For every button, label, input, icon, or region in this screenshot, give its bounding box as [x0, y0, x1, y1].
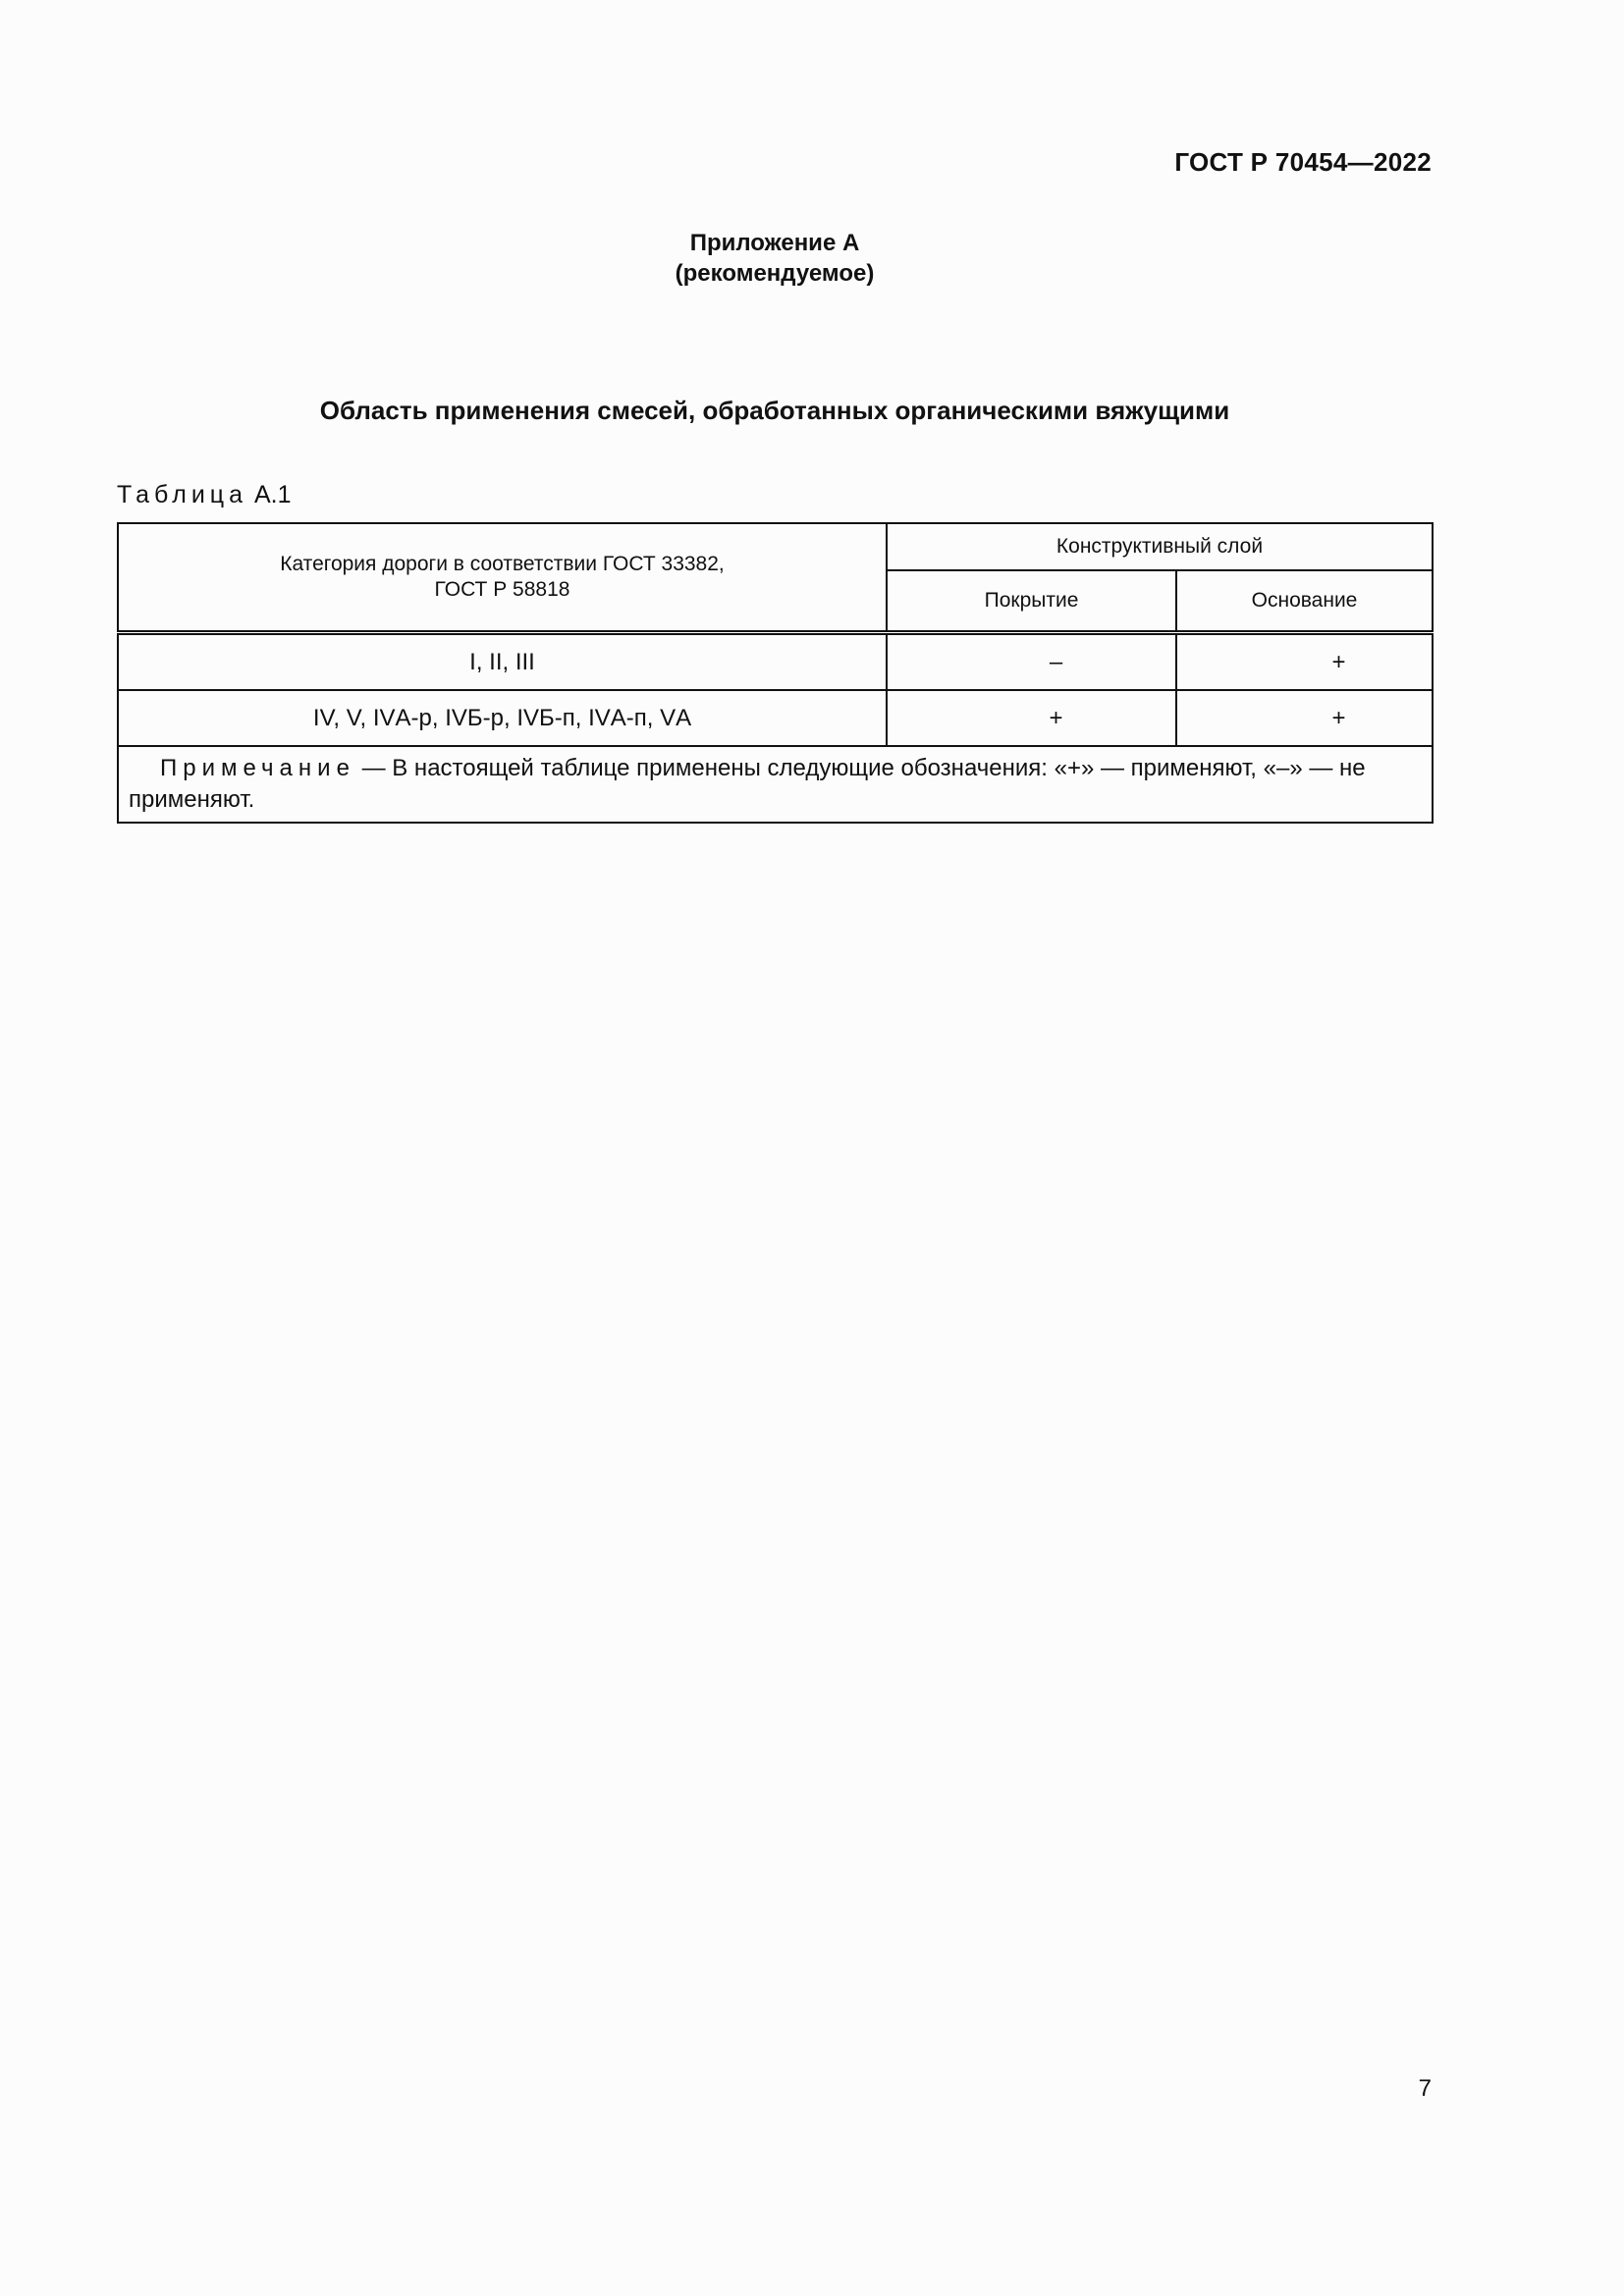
table-row: [118, 633, 1433, 691]
section-title: Область применения смесей, обработанных органическими вяжущими: [319, 396, 1230, 425]
appendix-heading: [0, 228, 1549, 289]
row-base: +: [1176, 690, 1433, 746]
row-coating: +: [887, 690, 1176, 746]
row-category: I, II, III: [118, 633, 887, 691]
table-caption-label: Таблица: [117, 481, 248, 508]
header-base: Основание: [1176, 570, 1433, 633]
page-number: 7: [1418, 2075, 1432, 2102]
table-caption-number: А.1: [253, 481, 292, 508]
row-category: IV, V, IVА-р, IVБ-р, IVБ-п, IVА-п, VА: [118, 690, 887, 746]
table-note-row: [118, 746, 1433, 823]
document-code: ГОСТ Р 70454—2022: [1174, 147, 1432, 177]
scope-table: [117, 522, 1434, 824]
table-caption: [117, 481, 292, 509]
table-header-row: [118, 523, 1433, 570]
header-category: [118, 523, 887, 633]
note-text: — В настоящей таблице применены следующие обозначения: «+» — применяют, «–» — не применяют.: [129, 755, 1366, 813]
header-layer-group: Конструктивный слой: [887, 523, 1433, 570]
header-category-line1: Категория дороги в соответствии ГОСТ 33382,: [280, 553, 725, 575]
row-coating: –: [887, 633, 1176, 691]
appendix-title: Приложение А: [689, 230, 860, 256]
table-row: [118, 690, 1433, 746]
header-coating: Покрытие: [887, 570, 1176, 633]
header-category-line2: ГОСТ Р 58818: [434, 578, 570, 601]
note-label: Примечание: [160, 755, 355, 781]
table-note: [118, 746, 1433, 823]
row-base: +: [1176, 633, 1433, 691]
appendix-status: (рекомендуемое): [675, 260, 875, 287]
